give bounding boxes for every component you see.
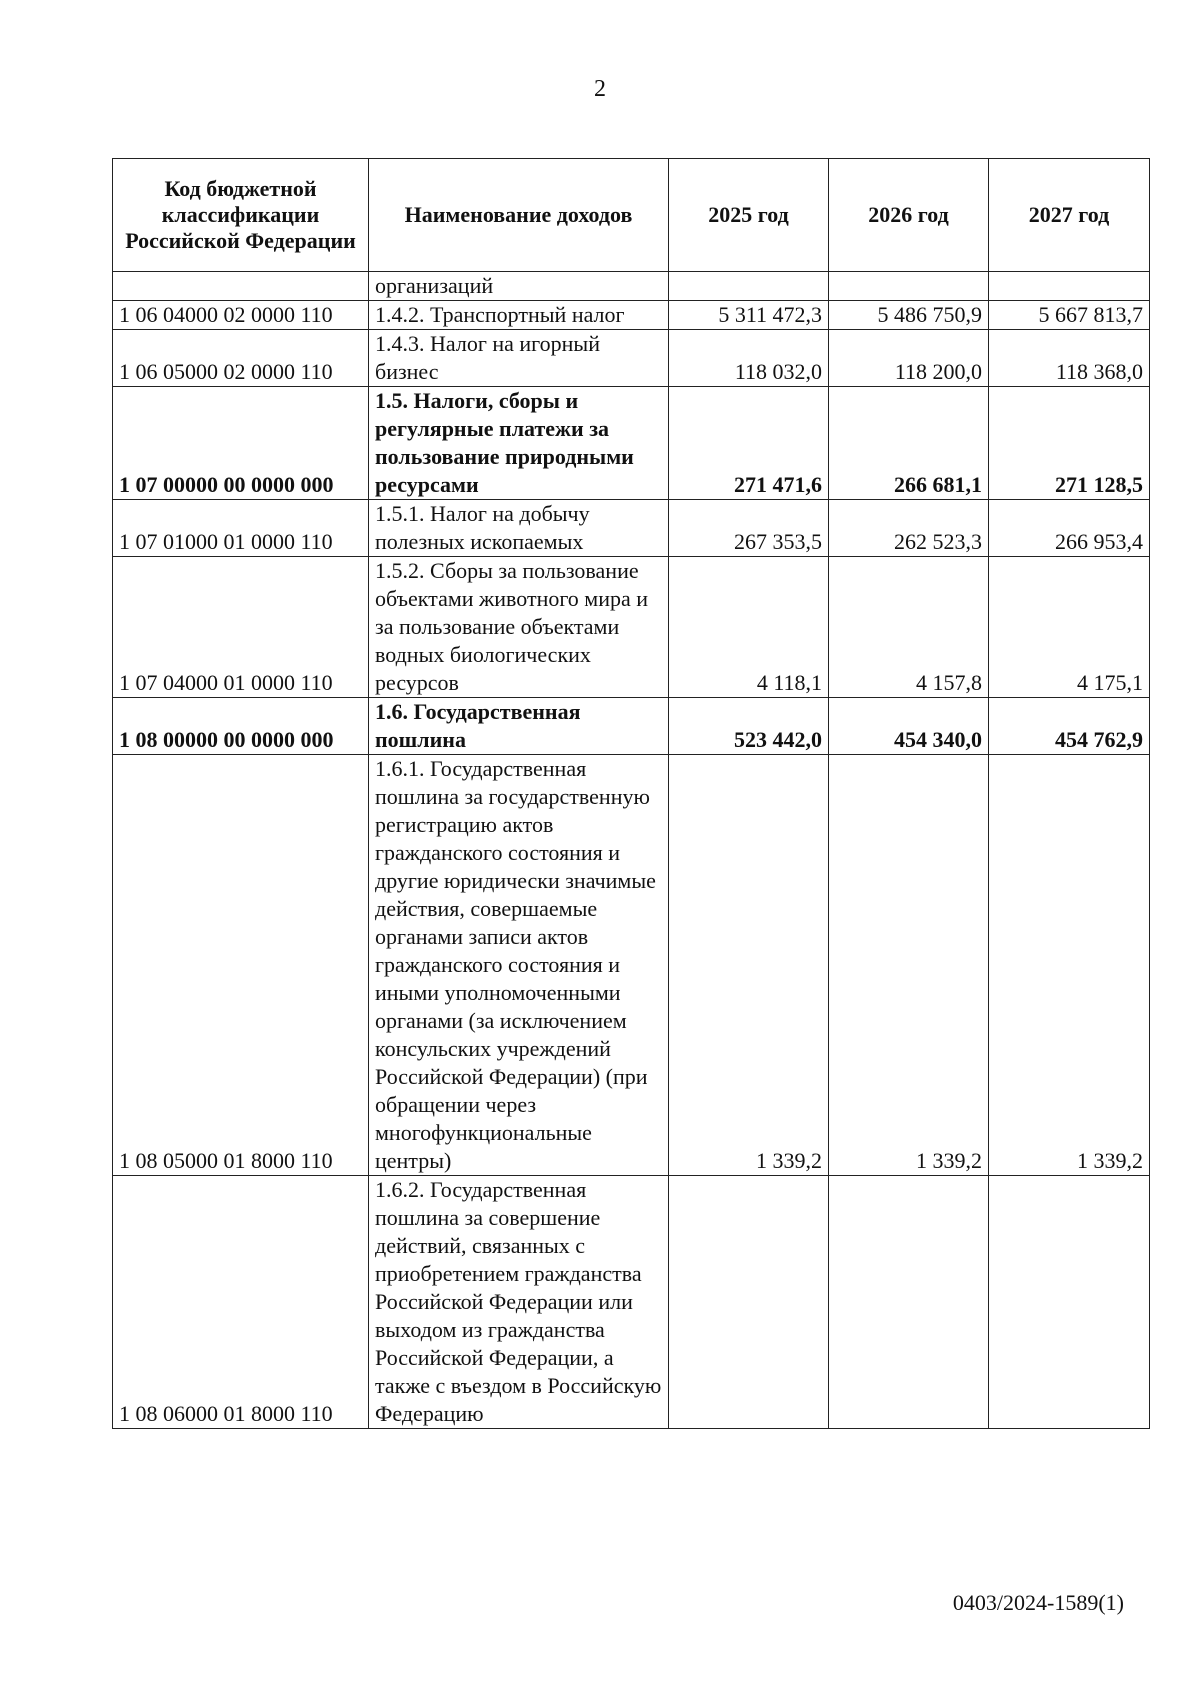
row-2025: 523 442,0 xyxy=(669,698,829,755)
row-2026 xyxy=(829,1176,989,1429)
table-row xyxy=(113,301,1150,330)
row-2027: 4 175,1 xyxy=(989,557,1150,698)
row-name: 1.6. Государственная пошлина xyxy=(369,698,669,755)
table-row xyxy=(113,755,1150,1176)
row-2027: 271 128,5 xyxy=(989,387,1150,500)
row-name: 1.4.2. Транспортный налог xyxy=(369,301,669,330)
row-code: 1 08 00000 00 0000 000 xyxy=(113,698,369,755)
row-code: 1 07 01000 01 0000 110 xyxy=(113,500,369,557)
header-2026: 2026 год xyxy=(829,159,989,272)
row-name: 1.5.2. Сборы за пользование объектами животного мира и за пользование объектами водных биологических ресурсов xyxy=(369,557,669,698)
row-2027: 454 762,9 xyxy=(989,698,1150,755)
row-name: 1.4.3. Налог на игорный бизнес xyxy=(369,330,669,387)
document-number: 0403/2024-1589(1) xyxy=(952,1590,1124,1615)
row-2026 xyxy=(829,272,989,301)
row-code: 1 06 05000 02 0000 110 xyxy=(113,330,369,387)
header-code: Код бюджетной классификации Российской Федерации xyxy=(113,159,369,272)
table-row xyxy=(113,500,1150,557)
table-row-total xyxy=(113,387,1150,500)
row-code: 1 08 05000 01 8000 110 xyxy=(113,755,369,1176)
row-2025: 1 339,2 xyxy=(669,755,829,1176)
row-2027: 266 953,4 xyxy=(989,500,1150,557)
row-2026: 1 339,2 xyxy=(829,755,989,1176)
table-row xyxy=(113,272,1150,301)
table-row xyxy=(113,330,1150,387)
row-code: 1 06 04000 02 0000 110 xyxy=(113,301,369,330)
table-header-row xyxy=(113,159,1150,272)
table-row-total xyxy=(113,698,1150,755)
row-2027 xyxy=(989,272,1150,301)
row-name: 1.6.2. Государственная пошлина за совершение действий, связанных с приобретением гражданства Российской Федерации или выходом из гражданства Российской Федерации, а также с въездом в Российскую Федерацию xyxy=(369,1176,669,1429)
row-2025: 271 471,6 xyxy=(669,387,829,500)
header-2027: 2027 год xyxy=(989,159,1150,272)
header-2025: 2025 год xyxy=(669,159,829,272)
row-2026: 262 523,3 xyxy=(829,500,989,557)
row-2025 xyxy=(669,1176,829,1429)
row-code: 1 08 06000 01 8000 110 xyxy=(113,1176,369,1429)
row-2025: 267 353,5 xyxy=(669,500,829,557)
row-name: 1.6.1. Государственная пошлина за государственную регистрацию актов гражданского состояния и другие юридически значимые действия, совершаемые органами записи актов гражданского состояния и иными уполномоченными органами (за исключением консульских учреждений Российской Федерации) (при обращении через многофункциональные центры) xyxy=(369,755,669,1176)
row-code: 1 07 00000 00 0000 000 xyxy=(113,387,369,500)
page-number: 2 xyxy=(594,76,606,102)
row-name: 1.5. Налоги, сборы и регулярные платежи за пользование природными ресурсами xyxy=(369,387,669,500)
row-2025: 118 032,0 xyxy=(669,330,829,387)
row-2027: 5 667 813,7 xyxy=(989,301,1150,330)
row-2027: 118 368,0 xyxy=(989,330,1150,387)
revenue-table xyxy=(112,158,1150,1429)
header-name: Наименование доходов xyxy=(369,159,669,272)
row-2026: 454 340,0 xyxy=(829,698,989,755)
table-row xyxy=(113,1176,1150,1429)
row-2026: 118 200,0 xyxy=(829,330,989,387)
row-2027: 1 339,2 xyxy=(989,755,1150,1176)
row-2025: 5 311 472,3 xyxy=(669,301,829,330)
row-2025: 4 118,1 xyxy=(669,557,829,698)
row-code: 1 07 04000 01 0000 110 xyxy=(113,557,369,698)
row-2026: 266 681,1 xyxy=(829,387,989,500)
row-name: 1.5.1. Налог на добычу полезных ископаемых xyxy=(369,500,669,557)
row-2026: 5 486 750,9 xyxy=(829,301,989,330)
row-name: организаций xyxy=(369,272,669,301)
row-2025 xyxy=(669,272,829,301)
row-2026: 4 157,8 xyxy=(829,557,989,698)
row-code xyxy=(113,272,369,301)
row-2027 xyxy=(989,1176,1150,1429)
table-row xyxy=(113,557,1150,698)
